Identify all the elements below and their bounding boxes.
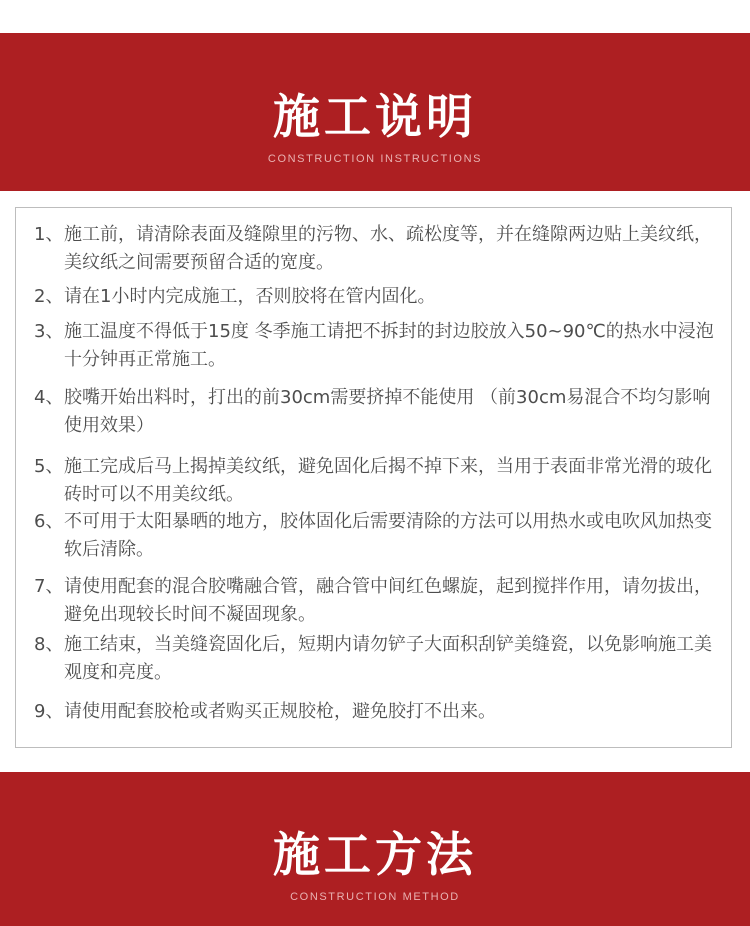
method-header-banner <box>0 772 750 926</box>
item-number: 3、 <box>34 321 64 342</box>
item-text: 施工完成后马上揭掉美纹纸，避免固化后揭不掉下来，当用于表面非常光滑的玻化砖时可以不用美纹纸。 <box>64 456 712 505</box>
instruction-item-8 <box>34 631 724 687</box>
item-number: 6、 <box>34 511 64 532</box>
instruction-item-6 <box>34 508 724 564</box>
item-text: 施工结束，当美缝瓷固化后，短期内请勿铲子大面积刮铲美缝瓷，以免影响施工美观度和亮度。 <box>64 634 712 683</box>
item-text: 施工前，请清除表面及缝隙里的污物、水、疏松度等，并在缝隙两边贴上美纹纸，美纹纸之间需要预留合适的宽度。 <box>64 224 712 273</box>
instruction-item-3 <box>34 318 724 374</box>
item-number: 4、 <box>34 387 64 408</box>
item-text: 不可用于太阳暴晒的地方，胶体固化后需要清除的方法可以用热水或电吹风加热变软后清除。 <box>64 511 712 560</box>
item-number: 7、 <box>34 576 64 597</box>
instruction-item-1 <box>34 221 724 277</box>
item-number: 1、 <box>34 224 64 245</box>
item-number: 9、 <box>34 701 64 722</box>
item-number: 8、 <box>34 634 64 655</box>
item-text: 请使用配套胶枪或者购买正规胶枪，避免胶打不出来。 <box>64 701 496 722</box>
instruction-item-4 <box>34 384 724 440</box>
instruction-item-7 <box>34 573 724 629</box>
section-subtitle: CONSTRUCTION INSTRUCTIONS <box>267 153 483 165</box>
item-text: 胶嘴开始出料时，打出的前30cm需要挤掉不能使用 （前30cm易混合不均匀影响使用效果） <box>64 387 711 436</box>
instruction-item-2 <box>34 283 724 311</box>
item-number: 2、 <box>34 286 64 307</box>
item-number: 5、 <box>34 456 64 477</box>
item-text: 请在1小时内完成施工，否则胶将在管内固化。 <box>64 286 436 307</box>
instruction-item-9 <box>34 698 724 726</box>
item-text: 施工温度不得低于15度 冬季施工请把不拆封的封边胶放入50~90℃的热水中浸泡十分钟再正常施工。 <box>64 321 714 370</box>
instructions-list <box>15 207 732 748</box>
section-title: 施工说明 <box>273 90 477 145</box>
section-title: 施工方法 <box>273 828 477 883</box>
instructions-header-banner <box>0 33 750 191</box>
instruction-item-5 <box>34 453 724 509</box>
section-subtitle: CONSTRUCTION METHOD <box>290 891 460 903</box>
item-text: 请使用配套的混合胶嘴融合管，融合管中间红色螺旋，起到搅拌作用，请勿拔出，避免出现较长时间不凝固现象。 <box>64 576 712 625</box>
